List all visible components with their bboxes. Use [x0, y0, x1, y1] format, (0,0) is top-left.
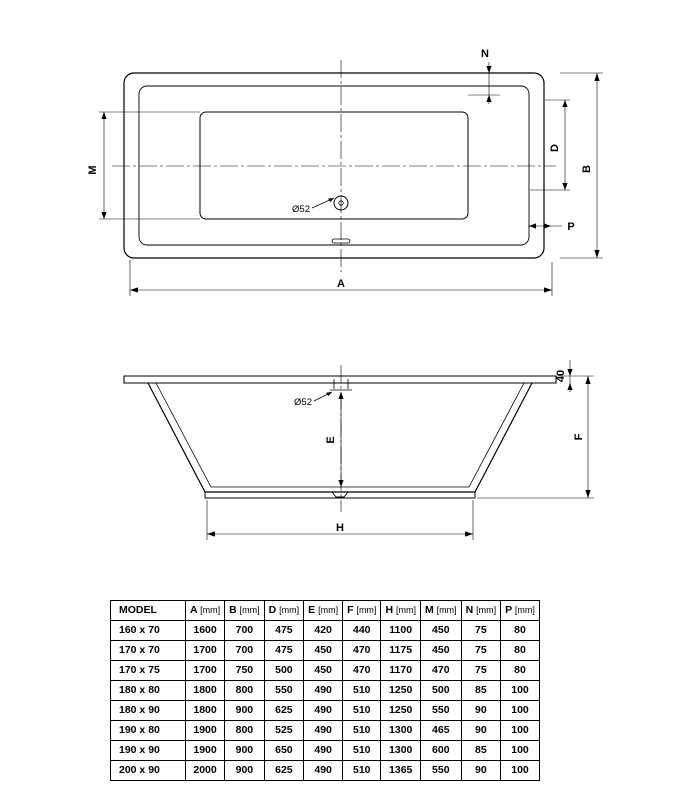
cell-M: 450: [420, 641, 461, 661]
cell-model: 190 x 90: [111, 741, 186, 761]
cell-N: 75: [461, 641, 501, 661]
col-header-N: N [mm]: [461, 601, 501, 621]
cell-H: 1300: [381, 741, 421, 761]
cell-E: 490: [304, 741, 343, 761]
cell-E: 450: [304, 661, 343, 681]
cell-F: 510: [343, 721, 381, 741]
table-row: [111, 621, 540, 641]
col-header-D: D [mm]: [264, 601, 304, 621]
label-drain-section: Ø52: [294, 397, 312, 408]
table-row: [111, 721, 540, 741]
cell-P: 100: [501, 741, 540, 761]
label-P: P: [567, 221, 575, 233]
cell-H: 1100: [381, 621, 421, 641]
cell-H: 1170: [381, 661, 421, 681]
cell-B: 750: [225, 661, 265, 681]
cell-B: 900: [225, 761, 265, 781]
label-E: E: [325, 436, 337, 444]
cell-D: 475: [264, 641, 304, 661]
label-drain-top: Ø52: [292, 204, 310, 215]
specification-table: [110, 600, 540, 781]
cell-B: 700: [225, 621, 265, 641]
col-header-B: B [mm]: [225, 601, 265, 621]
cell-P: 80: [501, 641, 540, 661]
dim-P: [528, 223, 562, 228]
cell-H: 1250: [381, 681, 421, 701]
cell-B: 700: [225, 641, 265, 661]
cell-A: 1600: [186, 621, 225, 641]
table-row: [111, 761, 540, 781]
top-view-outer-rim: [124, 73, 544, 258]
col-header-M: M [mm]: [420, 601, 461, 621]
table-row: [111, 701, 540, 721]
cell-M: 470: [420, 661, 461, 681]
cell-H: 1300: [381, 721, 421, 741]
cell-M: 500: [420, 681, 461, 701]
col-header-P: P [mm]: [501, 601, 540, 621]
cell-P: 100: [501, 701, 540, 721]
cell-N: 90: [461, 761, 501, 781]
cell-B: 800: [225, 721, 265, 741]
cell-M: 450: [420, 621, 461, 641]
cell-D: 625: [264, 701, 304, 721]
cell-A: 2000: [186, 761, 225, 781]
cell-M: 550: [420, 761, 461, 781]
top-view-centre-lines: [112, 60, 556, 272]
cell-M: 550: [420, 701, 461, 721]
cell-model: 180 x 90: [111, 701, 186, 721]
col-header-model: MODEL: [111, 601, 186, 621]
label-F: F: [573, 433, 585, 441]
cell-model: 200 x 90: [111, 761, 186, 781]
cell-P: 80: [501, 621, 540, 641]
cell-D: 650: [264, 741, 304, 761]
cell-D: 550: [264, 681, 304, 701]
section-base-notch: [332, 492, 348, 497]
col-header-H: H [mm]: [381, 601, 421, 621]
cell-H: 1175: [381, 641, 421, 661]
label-M: M: [87, 165, 99, 175]
cell-N: 75: [461, 621, 501, 641]
cell-A: 1900: [186, 741, 225, 761]
cell-F: 440: [343, 621, 381, 641]
cell-model: 190 x 80: [111, 721, 186, 741]
dim-M: [99, 112, 200, 219]
cell-E: 420: [304, 621, 343, 641]
cell-model: 170 x 75: [111, 661, 186, 681]
cell-E: 450: [304, 641, 343, 661]
cell-N: 85: [461, 741, 501, 761]
col-header-E: E [mm]: [304, 601, 343, 621]
cell-D: 525: [264, 721, 304, 741]
col-header-A: A [mm]: [186, 601, 225, 621]
label-N: N: [481, 48, 489, 60]
col-header-F: F [mm]: [343, 601, 381, 621]
cell-N: 90: [461, 721, 501, 741]
label-H: H: [336, 522, 344, 534]
cell-D: 500: [264, 661, 304, 681]
section-rim: [124, 376, 556, 383]
cell-F: 510: [343, 701, 381, 721]
cell-N: 85: [461, 681, 501, 701]
cell-P: 100: [501, 761, 540, 781]
cell-A: 1900: [186, 721, 225, 741]
cell-F: 470: [343, 661, 381, 681]
cell-E: 490: [304, 721, 343, 741]
cell-N: 75: [461, 661, 501, 681]
cell-model: 180 x 80: [111, 681, 186, 701]
table-header-row: [111, 601, 540, 621]
table-row: [111, 661, 540, 681]
cell-D: 625: [264, 761, 304, 781]
cell-D: 475: [264, 621, 304, 641]
cell-A: 1800: [186, 701, 225, 721]
cell-P: 100: [501, 681, 540, 701]
table-row: [111, 681, 540, 701]
cell-E: 490: [304, 761, 343, 781]
dim-N: [468, 62, 500, 104]
cell-N: 90: [461, 701, 501, 721]
cell-H: 1250: [381, 701, 421, 721]
specification-table-wrapper: [110, 600, 540, 781]
cell-F: 510: [343, 741, 381, 761]
top-view-inner-rim: [139, 86, 529, 245]
cell-A: 1800: [186, 681, 225, 701]
dim-E: [338, 392, 343, 487]
table-row: [111, 741, 540, 761]
cell-A: 1700: [186, 661, 225, 681]
cell-B: 900: [225, 741, 265, 761]
cell-model: 160 x 70: [111, 621, 186, 641]
dim-H: [207, 500, 473, 540]
section-tub-body: [148, 383, 532, 492]
label-rim-thickness: 40: [555, 369, 567, 383]
cell-E: 490: [304, 701, 343, 721]
cell-B: 900: [225, 701, 265, 721]
label-D: D: [549, 144, 561, 152]
cell-B: 800: [225, 681, 265, 701]
cell-F: 470: [343, 641, 381, 661]
cell-P: 80: [501, 661, 540, 681]
label-B: B: [581, 165, 593, 173]
cell-M: 465: [420, 721, 461, 741]
cell-M: 600: [420, 741, 461, 761]
cell-F: 510: [343, 761, 381, 781]
cell-E: 490: [304, 681, 343, 701]
cell-F: 510: [343, 681, 381, 701]
cell-A: 1700: [186, 641, 225, 661]
cell-model: 170 x 70: [111, 641, 186, 661]
cell-P: 100: [501, 721, 540, 741]
table-body: [111, 621, 540, 781]
label-A: A: [337, 278, 345, 290]
table-row: [111, 641, 540, 661]
cell-H: 1365: [381, 761, 421, 781]
